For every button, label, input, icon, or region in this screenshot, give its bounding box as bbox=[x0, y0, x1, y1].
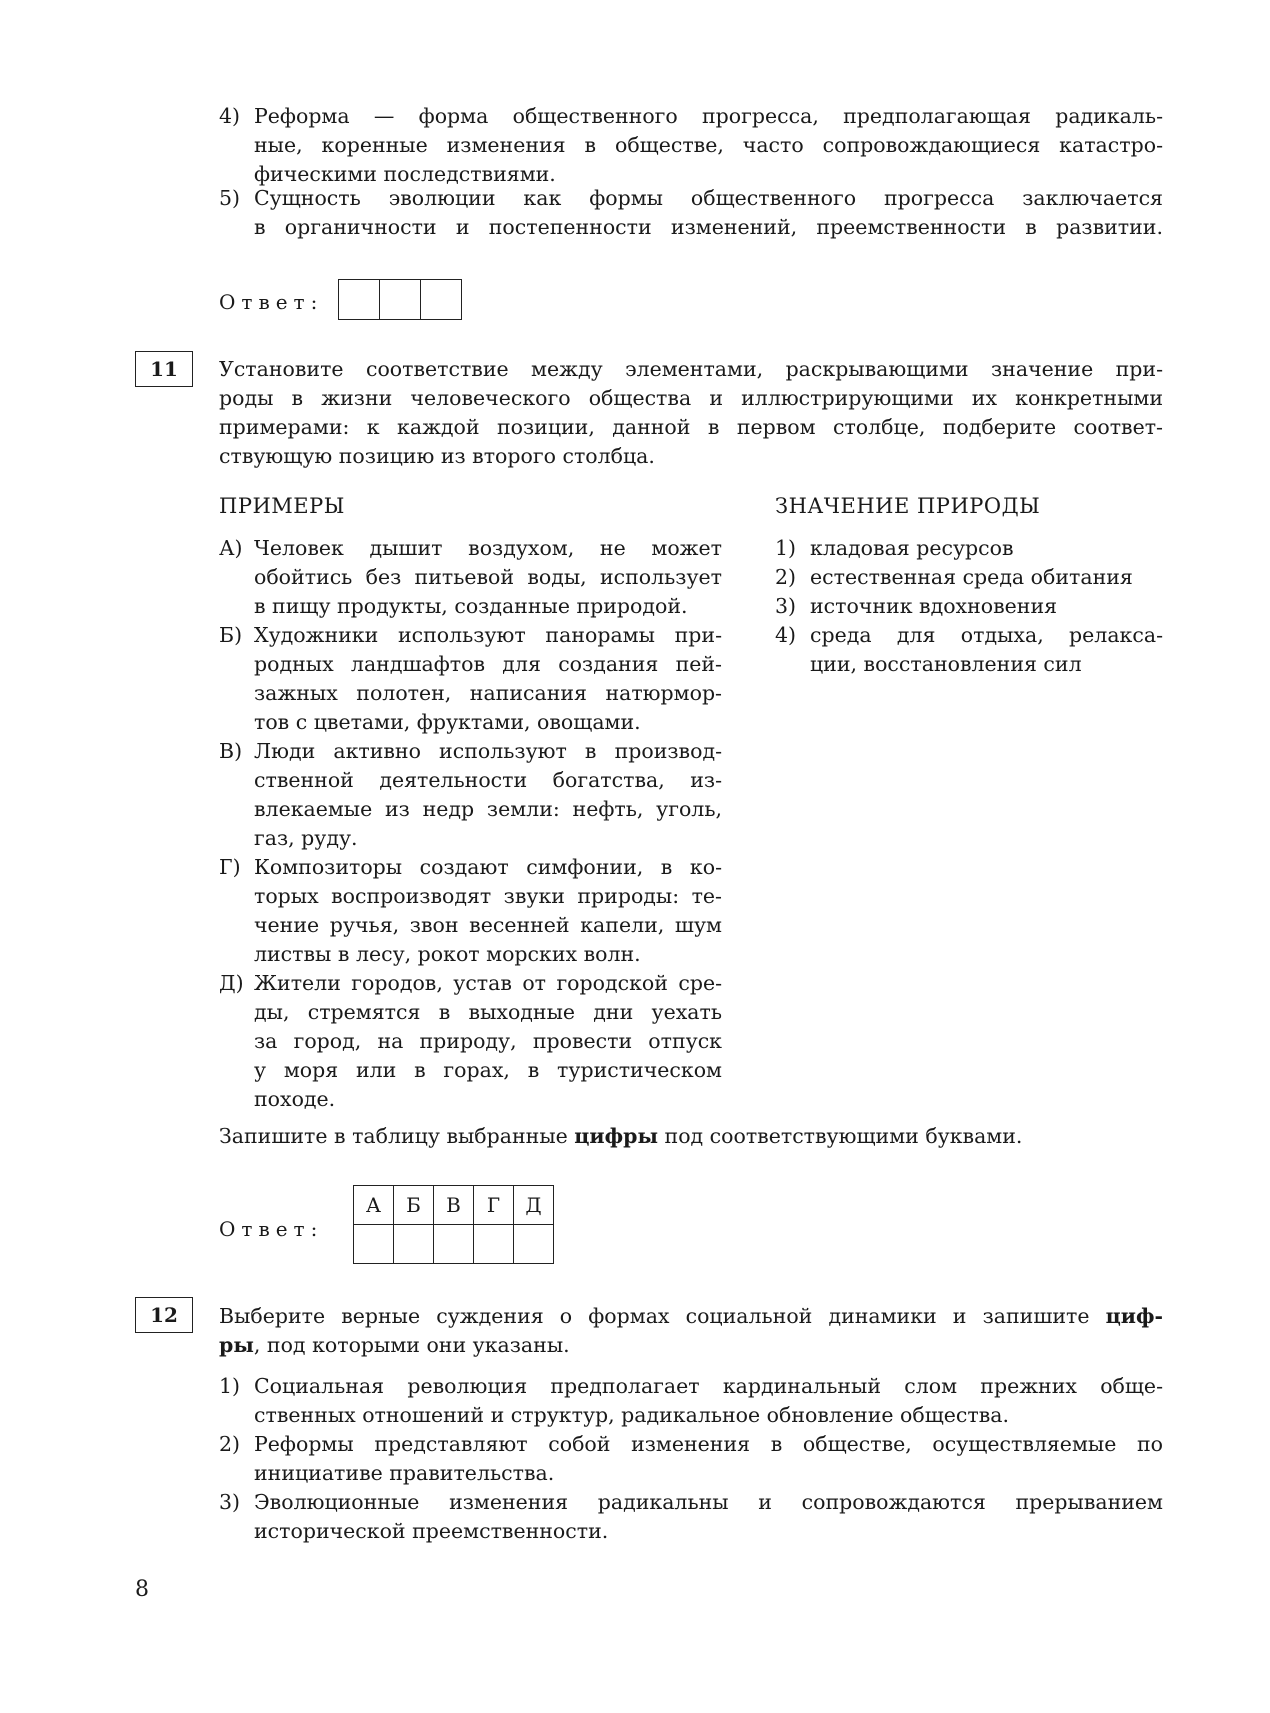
text-line: ные, коренные изменения в обществе, часто сопровождающиеся катастро- bbox=[254, 133, 1163, 157]
q11-meaning-3 bbox=[775, 592, 1163, 621]
text-line: среда для отдыха, релакса- bbox=[810, 623, 1163, 647]
text-line: тов с цветами, фруктами, овощами. bbox=[254, 710, 641, 734]
instruction-bold: цифры bbox=[574, 1124, 659, 1148]
text-line: Сущность эволюции как формы общественного прогресса заключается bbox=[254, 186, 1163, 210]
text-line: Установите соответствие между элементами, раскрывающими значение при- bbox=[219, 357, 1163, 381]
intro-bold: циф- bbox=[1105, 1304, 1163, 1328]
q11-example-b bbox=[219, 621, 722, 737]
meaning-text bbox=[810, 621, 1163, 679]
option-text bbox=[254, 1488, 1163, 1546]
text-line: ственной деятельности богатства, из- bbox=[254, 768, 722, 792]
q10-option-4-text bbox=[254, 102, 1163, 189]
q10-option-4-number: 4) bbox=[219, 104, 241, 128]
q12-number-box bbox=[135, 1297, 193, 1333]
answer-cell-g[interactable] bbox=[474, 1225, 514, 1264]
answer-table-input-row bbox=[354, 1225, 554, 1264]
meaning-text bbox=[810, 592, 1163, 621]
answer-header-g: Г bbox=[474, 1186, 514, 1225]
text-line: Композиторы создают симфонии, в ко- bbox=[254, 855, 722, 879]
q11-instruction bbox=[219, 1122, 1022, 1151]
q11-answer-label: Ответ: bbox=[219, 1217, 324, 1241]
q11-meaning-2 bbox=[775, 563, 1163, 592]
q12-intro bbox=[219, 1302, 1163, 1360]
q11-example-d bbox=[219, 969, 722, 1114]
q11-meaning-1 bbox=[775, 534, 1163, 563]
text-line: ственных отношений и структур, радикальное обновление общества. bbox=[254, 1403, 1009, 1427]
q10-answer-boxes bbox=[338, 279, 462, 320]
text-line: источник вдохновения bbox=[810, 594, 1058, 618]
q11-number: 11 bbox=[150, 356, 178, 381]
text-line: Эволюционные изменения радикальны и сопровождаются прерыванием bbox=[254, 1490, 1163, 1514]
text-line: Художники используют панорамы при- bbox=[254, 623, 722, 647]
page-number: 8 bbox=[135, 1577, 149, 1602]
answer-table-header-row bbox=[354, 1186, 554, 1225]
text-line bbox=[219, 1302, 1163, 1331]
q11-answer-table bbox=[353, 1185, 554, 1264]
q11-left-heading: ПРИМЕРЫ bbox=[219, 494, 345, 518]
text-line: Люди активно используют в производ- bbox=[254, 739, 722, 763]
answer-header-d: Д bbox=[514, 1186, 554, 1225]
example-text bbox=[254, 621, 722, 737]
text-line: в пищу продукты, созданные природой. bbox=[254, 594, 688, 618]
meaning-number: 2) bbox=[775, 565, 797, 589]
text-line: газ, руду. bbox=[254, 826, 358, 850]
option-text bbox=[254, 1372, 1163, 1430]
q10-option-5-number: 5) bbox=[219, 186, 241, 210]
text-line: фическими последствиями. bbox=[254, 162, 556, 186]
answer-cell-a[interactable] bbox=[354, 1225, 394, 1264]
text-line: Реформы представляют собой изменения в обществе, осуществляемые по bbox=[254, 1432, 1163, 1456]
meaning-text bbox=[810, 534, 1163, 563]
text-line: листвы в лесу, рокот морских волн. bbox=[254, 942, 641, 966]
q11-meaning-4 bbox=[775, 621, 1163, 679]
text-line: торых воспроизводят звуки природы: те- bbox=[254, 884, 722, 908]
example-letter: Д) bbox=[219, 971, 244, 995]
q11-right-heading: ЗНАЧЕНИЕ ПРИРОДЫ bbox=[775, 494, 1041, 518]
text-line: роды в жизни человеческого общества и иллюстрирующими их конкретными bbox=[219, 386, 1163, 410]
meaning-text bbox=[810, 563, 1163, 592]
intro-text: Выберите верные суждения о формах социальной динамики и запишите bbox=[219, 1304, 1106, 1328]
example-text bbox=[254, 853, 722, 969]
q11-examples-list bbox=[219, 534, 722, 1114]
answer-cell-d[interactable] bbox=[514, 1225, 554, 1264]
q11-example-a bbox=[219, 534, 722, 621]
text-line: естественная среда обитания bbox=[810, 565, 1133, 589]
option-number: 3) bbox=[219, 1490, 241, 1514]
q12-number: 12 bbox=[150, 1302, 178, 1327]
meaning-number: 1) bbox=[775, 536, 797, 560]
example-text bbox=[254, 969, 722, 1114]
text-line: Реформа — форма общественного прогресса, предполагающая радикаль- bbox=[254, 104, 1163, 128]
intro-text: , под которыми они указаны. bbox=[253, 1333, 570, 1357]
meaning-number: 4) bbox=[775, 623, 797, 647]
text-line: примерами: к каждой позиции, данной в первом столбце, подберите соответ- bbox=[219, 415, 1163, 439]
q11-intro bbox=[219, 355, 1163, 471]
q11-number-box bbox=[135, 351, 193, 387]
answer-cell-v[interactable] bbox=[434, 1225, 474, 1264]
text-line: за город, на природу, провести отпуск bbox=[254, 1029, 722, 1053]
text-line: у моря или в горах, в туристическом bbox=[254, 1058, 722, 1082]
answer-cell-b[interactable] bbox=[394, 1225, 434, 1264]
text-line: исторической преемственности. bbox=[254, 1519, 609, 1543]
text-line: инициативе правительства. bbox=[254, 1461, 555, 1485]
intro-bold: ры bbox=[219, 1333, 254, 1357]
option-number: 1) bbox=[219, 1374, 241, 1398]
text-line: чение ручья, звон весенней капели, шум bbox=[254, 913, 722, 937]
text-line: ды, стремятся в выходные дни уехать bbox=[254, 1000, 722, 1024]
text-line: кладовая ресурсов bbox=[810, 536, 1014, 560]
text-line: в органичности и постепенности изменений, преемственности в развитии. bbox=[254, 215, 1163, 239]
instruction-text: под соответствующими буквами. bbox=[658, 1124, 1023, 1148]
answer-header-v: В bbox=[434, 1186, 474, 1225]
text-line: Жители городов, устав от городской сре- bbox=[254, 971, 722, 995]
text-line: Социальная революция предполагает кардинальный слом прежних обще- bbox=[254, 1374, 1163, 1398]
text-line: Человек дышит воздухом, не может bbox=[254, 536, 722, 560]
text-line: зажных полотен, написания натюрмор- bbox=[254, 681, 722, 705]
example-letter: Б) bbox=[219, 623, 243, 647]
example-letter: А) bbox=[219, 536, 243, 560]
instruction-text: Запишите в таблицу выбранные bbox=[219, 1124, 575, 1148]
q11-meanings-list bbox=[775, 534, 1163, 679]
text-line: влекаемые из недр земли: нефть, уголь, bbox=[254, 797, 722, 821]
text-line: походе. bbox=[254, 1087, 336, 1111]
q10-answer-cell-3[interactable] bbox=[421, 280, 461, 319]
q10-option-5-text bbox=[254, 184, 1163, 242]
q10-answer-label: Ответ: bbox=[219, 290, 324, 314]
text-line bbox=[219, 1331, 1163, 1360]
answer-header-b: Б bbox=[394, 1186, 434, 1225]
q10-answer-cell-2[interactable] bbox=[380, 280, 421, 319]
text-line: ствующую позицию из второго столбца. bbox=[219, 444, 655, 468]
q11-example-g bbox=[219, 853, 722, 969]
text-line: ции, восстановления сил bbox=[810, 652, 1082, 676]
example-letter: В) bbox=[219, 739, 243, 763]
option-number: 2) bbox=[219, 1432, 241, 1456]
text-line: обойтись без питьевой воды, использует bbox=[254, 565, 722, 589]
text-line: родных ландшафтов для создания пей- bbox=[254, 652, 722, 676]
option-text bbox=[254, 1430, 1163, 1488]
q10-answer-cell-1[interactable] bbox=[339, 280, 380, 319]
q11-example-v bbox=[219, 737, 722, 853]
answer-header-a: А bbox=[354, 1186, 394, 1225]
meaning-number: 3) bbox=[775, 594, 797, 618]
example-text bbox=[254, 737, 722, 853]
example-letter: Г) bbox=[219, 855, 241, 879]
example-text bbox=[254, 534, 722, 621]
